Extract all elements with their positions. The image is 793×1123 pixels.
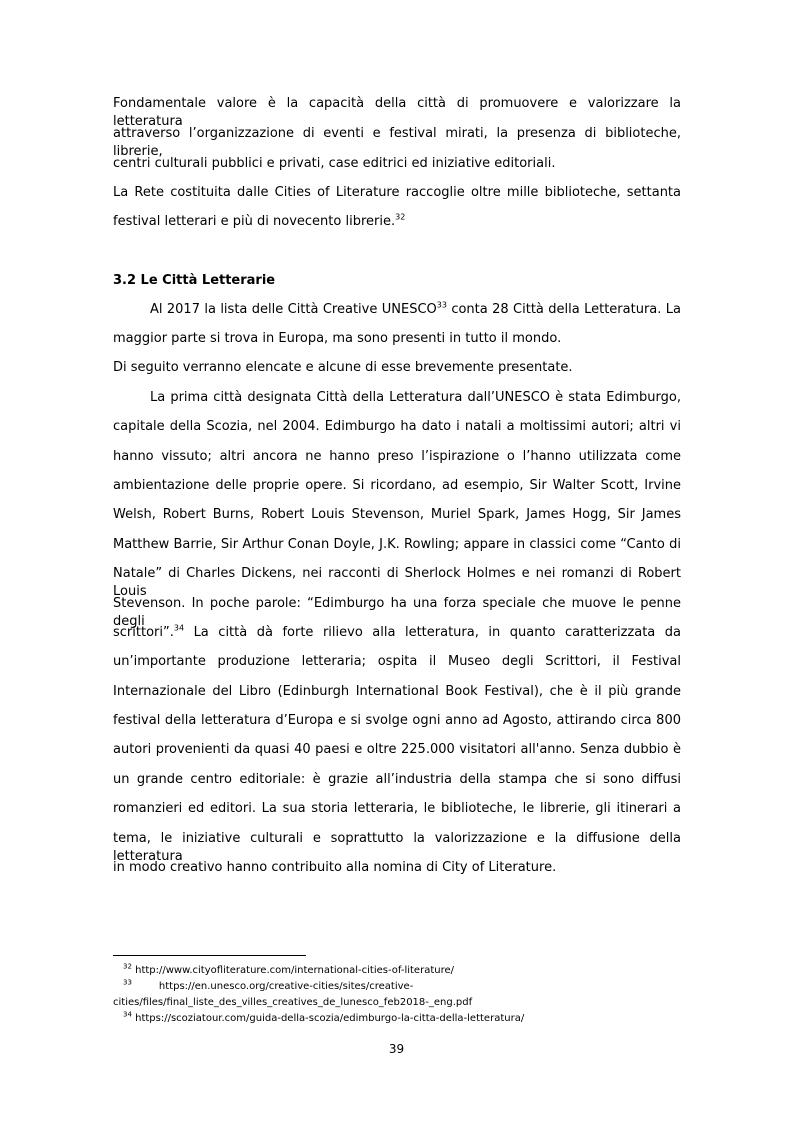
footnote-ref: 34 — [173, 623, 185, 633]
footnote — [123, 980, 691, 993]
paragraph-line: un grande centro editoriale: è grazie all’industria della stampa che si sono diffusi — [113, 772, 681, 787]
paragraph-text: festival letterari e più di novecento librerie. — [113, 214, 396, 229]
paragraph-line: La prima città designata Città della Letteratura dall’UNESCO è stata Edimburgo, — [150, 390, 681, 405]
footnote-ref: 32 — [395, 212, 406, 222]
paragraph-text: La città dà forte rilievo alla letteratura, in quanto caratterizzata da — [184, 625, 681, 640]
paragraph-line: Welsh, Robert Burns, Robert Louis Stevenson, Muriel Spark, James Hogg, Sir James — [113, 507, 681, 522]
footnote-ref: 33 — [436, 300, 447, 310]
paragraph-line: Fondamentale valore è la capacità della città di promuovere e valorizzare la letteratura — [113, 96, 681, 129]
paragraph-text: scrittori”. — [113, 625, 174, 640]
page-number: 39 — [388, 1042, 405, 1056]
footnote-separator — [113, 955, 306, 956]
paragraph-line: maggior parte si trova in Europa, ma sono presenti in tutto il mondo. — [113, 331, 562, 346]
paragraph-line: attraverso l’organizzazione di eventi e festival mirati, la presenza di biblioteche, librerie, — [113, 126, 681, 159]
paragraph-line: festival della letteratura d’Europa e si svolge ogni anno ad Agosto, attirando circa 800 — [113, 713, 681, 728]
paragraph-line: autori provenienti da quasi 40 paesi e oltre 225.000 visitatori all'anno. Senza dubbio è — [113, 742, 681, 757]
paragraph-line: tema, le iniziative culturali e soprattutto la valorizzazione e la diffusione della letteratura — [113, 831, 681, 864]
footnote-number: 34 — [123, 1010, 132, 1019]
footnote-link[interactable]: http://www.cityofliterature.com/international-cities-of-literature/ — [131, 965, 454, 976]
footnote-link[interactable]: https://en.unesco.org/creative-cities/sites/creative- — [158, 981, 414, 992]
footnote-number: 32 — [123, 962, 132, 971]
footnote — [123, 1012, 691, 1025]
paragraph-text: Al 2017 la lista delle Città Creative UNESCO — [150, 302, 437, 317]
paragraph-line: Stevenson. In poche parole: “Edimburgo ha una forza speciale che muove le penne degli — [113, 596, 681, 629]
paragraph-line: Natale” di Charles Dickens, nei racconti di Sherlock Holmes e nei romanzi di Robert Louis — [113, 566, 681, 599]
footnote — [123, 964, 691, 977]
paragraph-line: centri culturali pubblici e privati, case editrici ed iniziative editoriali. — [113, 156, 556, 171]
paragraph-line: hanno vissuto; altri ancora ne hanno preso l’ispirazione o l’hanno utilizzata come — [113, 449, 681, 464]
footnote-continuation — [113, 996, 681, 1009]
section-heading: 3.2 Le Città Letterarie — [113, 273, 276, 288]
footnote-link[interactable]: https://scoziatour.com/guida-della-scozia/edimburgo-la-citta-della-letteratura/ — [131, 1013, 525, 1024]
paragraph-line: un’importante produzione letteraria; ospita il Museo degli Scrittori, il Festival — [113, 654, 681, 669]
footnote-link[interactable]: cities/files/final_liste_des_villes_creatives_de_lunesco_feb2018-_eng.pdf — [113, 997, 473, 1008]
paragraph-line: Di seguito verranno elencate e alcune di esse brevemente presentate. — [113, 360, 573, 375]
paragraph-line: capitale della Scozia, nel 2004. Edimburgo ha dato i natali a moltissimi autori; altri vi — [113, 419, 681, 434]
paragraph-line: in modo creativo hanno contribuito alla nomina di City of Literature. — [113, 860, 557, 875]
paragraph-line: Internazionale del Libro (Edinburgh International Book Festival), che è il più grande — [113, 684, 681, 699]
paragraph-line: Matthew Barrie, Sir Arthur Conan Doyle, J.K. Rowling; appare in classici come “Canto di — [113, 537, 681, 552]
paragraph-line — [113, 213, 681, 231]
paragraph-line: La Rete costituita dalle Cities of Literature raccoglie oltre mille biblioteche, settanta — [113, 185, 681, 200]
footnote-number: 33 — [123, 978, 132, 987]
paragraph-line — [150, 301, 681, 319]
paragraph-line: ambientazione delle proprie opere. Si ricordano, ad esempio, Sir Walter Scott, Irvine — [113, 478, 681, 493]
paragraph-text: conta 28 Città della Letteratura. La — [446, 302, 681, 317]
paragraph-line: romanzieri ed editori. La sua storia letteraria, le biblioteche, le librerie, gli itinerari a — [113, 801, 681, 816]
paragraph-line — [113, 624, 681, 642]
